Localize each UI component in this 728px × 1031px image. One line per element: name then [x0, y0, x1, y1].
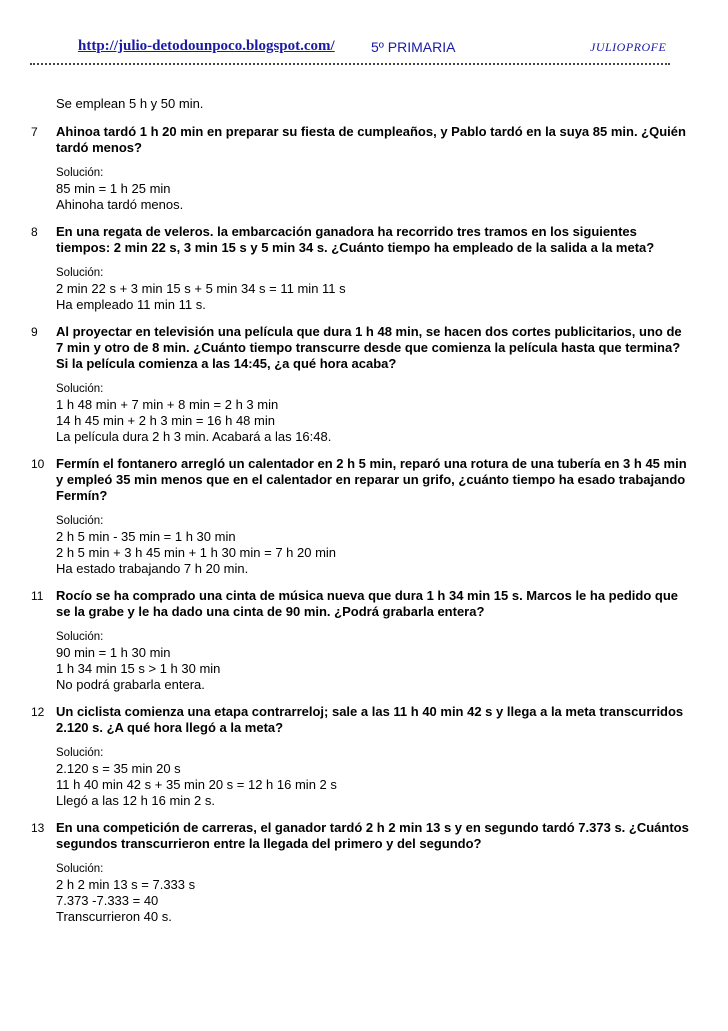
problem-statement: En una regata de veleros. la embarcación ganadora ha recorrido tres tramos en los siguientes tiempos: 2 min 22 s, 3 min 15 s y 5 min 34 s. ¿Cuánto tiempo ha empleado de la salida a la meta?	[56, 224, 655, 255]
solution-label: Solución:	[56, 267, 104, 279]
problem-statement: Rocío se ha comprado una cinta de música nueva que dura 1 h 34 min 15 s. Marcos le ha pedido que se la grabe y le ha dado una cinta de 90 min. ¿Podrá grabarla entera?	[56, 588, 679, 619]
grade-label: 5º PRIMARIA	[371, 39, 456, 55]
problem-list	[0, 124, 728, 925]
solution-line: 2 min 22 s + 3 min 15 s + 5 min 34 s = 11 min 11 s	[56, 281, 346, 296]
problem-item	[0, 224, 728, 313]
problem-statement: En una competición de carreras, el ganador tardó 2 h 2 min 13 s y en segundo tardó 7.373 s. ¿Cuántos segundos transcurrieron entre la llegada del primero y del segundo?	[56, 820, 689, 851]
solution-line: La película dura 2 h 3 min. Acabará a las 16:48.	[56, 429, 332, 444]
solution-line: Ha empleado 11 min 11 s.	[56, 297, 206, 312]
intro-line: Se emplean 5 h y 50 min.	[56, 96, 204, 111]
solution-line: 90 min = 1 h 30 min	[56, 645, 171, 660]
problem-item	[0, 588, 728, 693]
problem-item	[0, 456, 728, 577]
solution-label: Solución:	[56, 167, 104, 179]
problem-statement: Al proyectar en televisión una película que dura 1 h 48 min, se hacen dos cortes publicitarios, uno de 7 min y otro de 8 min. ¿Cuánto tiempo transcurre desde que comienza la película hasta que termina? Si la película comienza a las 14:45, ¿a qué hora acaba?	[56, 324, 682, 371]
solution-label: Solución:	[56, 863, 104, 875]
solution-line: 1 h 34 min 15 s > 1 h 30 min	[56, 661, 221, 676]
solution-label: Solución:	[56, 631, 104, 643]
solution-line: 7.373 -7.333 = 40	[56, 893, 159, 908]
blog-url-link[interactable]: http://julio-detodounpoco.blogspot.com/	[78, 38, 335, 54]
solution-line: 14 h 45 min + 2 h 3 min = 16 h 48 min	[56, 413, 275, 428]
solution-line: No podrá grabarla entera.	[56, 677, 205, 692]
problem-number: 9	[31, 325, 38, 339]
solution-line: Ahinoha tardó menos.	[56, 197, 184, 212]
solution-line: 2 h 2 min 13 s = 7.333 s	[56, 877, 196, 892]
problem-item	[0, 704, 728, 809]
solution-line: 2 h 5 min - 35 min = 1 h 30 min	[56, 529, 236, 544]
solution-line: 2.120 s = 35 min 20 s	[56, 761, 181, 776]
problem-number: 11	[31, 589, 44, 603]
solution-label: Solución:	[56, 515, 104, 527]
problem-number: 10	[31, 457, 45, 471]
problem-number: 12	[31, 705, 45, 719]
problem-statement: Ahinoa tardó 1 h 20 min en preparar su fiesta de cumpleaños, y Pablo tardó en la suya 85 min. ¿Quién tardó menos?	[56, 124, 686, 155]
problem-number: 13	[31, 821, 45, 835]
problem-number: 7	[31, 125, 38, 139]
problem-item	[0, 820, 728, 925]
header-dotted-divider	[30, 63, 670, 65]
solution-line: 1 h 48 min + 7 min + 8 min = 2 h 3 min	[56, 397, 279, 412]
solution-line: Llegó a las 12 h 16 min 2 s.	[56, 793, 215, 808]
author-label: JULIOPROFE	[590, 40, 667, 54]
solution-line: 2 h 5 min + 3 h 45 min + 1 h 30 min = 7 h 20 min	[56, 545, 337, 560]
solution-label: Solución:	[56, 747, 104, 759]
problem-item	[0, 124, 728, 213]
solution-line: 11 h 40 min 42 s + 35 min 20 s = 12 h 16 min 2 s	[56, 777, 337, 792]
problem-item	[0, 324, 728, 445]
solution-line: 85 min = 1 h 25 min	[56, 181, 171, 196]
solution-line: Ha estado trabajando 7 h 20 min.	[56, 561, 249, 576]
problem-number: 8	[31, 225, 38, 239]
page-header	[0, 38, 728, 62]
problem-statement: Fermín el fontanero arregló un calentador en 2 h 5 min, reparó una rotura de una tubería en 3 h 45 min y empleó 35 min menos que en el calentador en reparar un grifo, ¿cuánto tiempo ha esado trabajando Fermín?	[56, 456, 687, 503]
solution-label: Solución:	[56, 383, 104, 395]
problem-statement: Un ciclista comienza una etapa contrarreloj; sale a las 11 h 40 min 42 s y llega a la meta transcurridos 2.120 s. ¿A qué hora llegó a la meta?	[56, 704, 684, 735]
document-body	[0, 96, 728, 936]
solution-line: Transcurrieron 40 s.	[56, 909, 172, 924]
